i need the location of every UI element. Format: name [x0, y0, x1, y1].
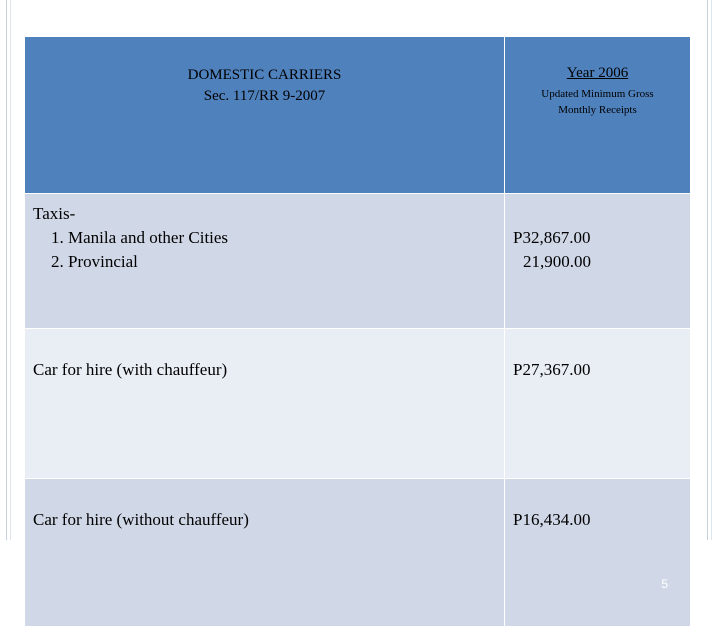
row-label-cell — [25, 194, 505, 329]
header-year-cell — [505, 37, 691, 194]
slide-border-line — [6, 0, 7, 540]
slide-border-line — [711, 0, 712, 540]
row-value: 21,900.00 — [523, 252, 591, 271]
page-number: 5 — [661, 577, 668, 591]
slide-border-line — [10, 0, 11, 540]
header-carriers-cell — [25, 37, 505, 194]
minimum-receipts-table — [24, 36, 691, 627]
row-label-cell — [25, 479, 505, 627]
row-value-cell — [505, 479, 691, 627]
row-label: Car for hire (without chauffeur) — [33, 510, 249, 529]
table-row-car-with-chauffeur — [25, 329, 691, 479]
table-header-row — [25, 37, 691, 194]
row-label: Taxis- — [33, 204, 76, 223]
row-value: P32,867.00 — [513, 228, 591, 247]
slide-border-line — [707, 0, 708, 540]
row-value-cell — [505, 329, 691, 479]
header-subtitle-line1: Updated Minimum Gross — [541, 88, 654, 100]
list-item: 1. Manila and other Cities — [51, 228, 229, 247]
row-label-cell — [25, 329, 505, 479]
row-value-cell — [505, 194, 691, 329]
list-item: 2. Provincial — [51, 252, 138, 271]
table-row-car-without-chauffeur — [25, 479, 691, 627]
header-year: Year 2006 — [566, 65, 629, 81]
header-section-ref: Sec. 117/RR 9-2007 — [203, 88, 326, 104]
header-subtitle-line2: Monthly Receipts — [558, 104, 637, 116]
row-value: P16,434.00 — [513, 510, 591, 529]
header-title: DOMESTIC CARRIERS — [187, 67, 342, 83]
row-label: Car for hire (with chauffeur) — [33, 360, 228, 379]
table-row-taxis — [25, 194, 691, 329]
row-value: P27,367.00 — [513, 360, 591, 379]
